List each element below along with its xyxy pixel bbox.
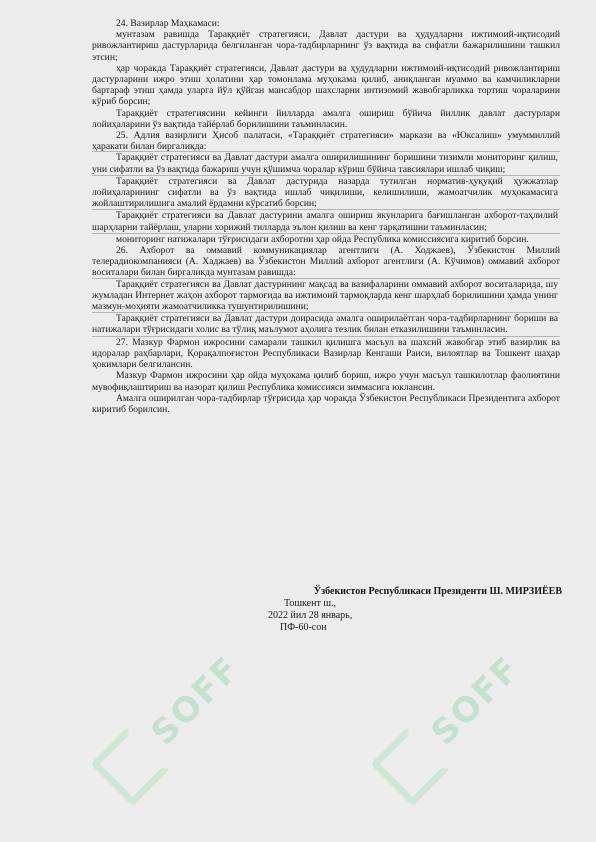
watermark-text: SOFF <box>423 648 529 754</box>
paragraph: ҳар чоракда Тараққиёт стратегияси, Давлат дастури ва ҳудудларни ижтимоий-иқтисодий ривожлантириш дастурларини ижро этиш ҳолатини ҳар томонлама муҳокама қилиб, аниқланган муаммо ва камчиликларни бартараф этиш ҳамда уларга йўл қўйган мансабдор шахсларни интизомий жавобгарликка тортиш чораларини кўриб борсин; <box>92 62 560 108</box>
signatory-name: Ўзбекистон Республикаси Президенти Ш. МИРЗИЁЕВ <box>313 586 562 597</box>
paragraph: Тараққиёт стратегияси ва Давлат дастурида назарда тутилган норматив-ҳуқуқий ҳужжатлар лойиҳаларининг сифатли ва ўз вақтида ишлаб чиқилиши, келишилиши, жамоатчилик муҳокамасига жойлаштирилишига амалий ёрдамни кўрсатиб борсин; <box>92 175 558 210</box>
decree-number: ПФ-60-сон <box>280 622 327 633</box>
signature-block <box>232 586 562 634</box>
paragraph: 24. Вазирлар Маҳкамаси: <box>116 18 220 29</box>
paragraph: мунтазам равишда Тараққиёт стратегияси, Давлат дастури ва ҳудудларни ижтимоий-иқтисодий ривожлантириш дастурларида белгиланган чора-тадбирларнинг ўз вақтида ва сифатли бажарилишини ташкил этсин; <box>92 29 560 63</box>
paragraph: Тараққиёт стратегияси ва Давлат дастури амалга оширилишининг боришини тизимли мониторинг қилиш, уни сифатли ва ўз вақтида бажариш учун қўшимча чоралар кўриш бўйича тавсиялари ишлаб чиқиш; <box>92 152 558 175</box>
paragraph: Амалга оширилган чора-тадбирлар тўғрисида ҳар чоракда Ўзбекистон Республикаси Президентига ахборот киритиб борилсин. <box>92 392 560 415</box>
soff-watermark <box>370 641 535 806</box>
paragraph: Тараққиёт стратегияси ва Давлат дастурининг мақсад ва вазифаларини оммавий ахборот воситаларида, шу жумладан Интернет жаҳон ахборот тармоғида ва ижтимоий тармоқларда кенг шарҳлаб борилишини ҳамда унинг мазмун-моҳияти жамоатчиликка тушунтирилишини; <box>92 278 558 313</box>
paragraph: 25. Адлия вазирлиги Ҳисоб палатаси, «Тараққиёт стратегияси» маркази ва «Юксалиш» умуммиллий ҳаракати билан биргаликда: <box>92 130 560 153</box>
soff-watermark <box>90 641 255 806</box>
paragraph: 26. Ахборот ва оммавий коммуникациялар агентлиги (А. Ходжаев), Ўзбекистон Миллий телерадиокомпанияси (А. Хаджаев) ва Ўзбекистон Миллий ахборот агентлиги (А. Кўчимов) оммавий ахборот воситалари билан биргаликда мунтазам равишда: <box>92 245 560 279</box>
signature-date: 2022 йил 28 январь, <box>268 610 353 621</box>
paragraph: Тараққиёт стратегияси ва Давлат дастурини амалга ошириш якунларига бағишланган ахборот-таҳлилий шарҳларни тайёрлаш, уларни хорижий тилларда эълон қилиш ва кенг тарқатишни таъминласин; <box>92 210 558 233</box>
paragraph: мониторинг натижалари тўғрисидаги ахборотни ҳар ойда Республика комиссиясига киритиб борсин. <box>116 233 529 245</box>
paragraph: Мазкур Фармон ижросини ҳар ойда муҳокама қилиб бориш, ижро учун масъул ташкилотлар фаолиятини мувофиқлаштириш ва назорат қилиш Республика комиссияси зиммасига юклансин. <box>92 370 560 393</box>
paragraph: Тараққиёт стратегиясини кейинги йилларда амалга ошириш бўйича йиллик давлат дастурлари лойиҳаларини ўз вақтида тайёрлаб борилишини таъминласин. <box>92 107 560 130</box>
signature-city: Тошкент ш., <box>284 598 337 609</box>
paragraph: Тараққиёт стратегияси ва Давлат дастури доирасида амалга оширилаётган чора-тадбирларнинг бориши ва натижалари тўғрисидаги холис ва тўлиқ маълумот аҳолига тезлик билан етказилишини таъминласин. <box>92 313 558 336</box>
watermark-text: SOFF <box>143 648 249 754</box>
paragraph: 27. Мазкур Фармон ижросини самарали ташкил қилишга масъул ва шахсий жавобгар этиб вазирлик ва идоралар раҳбарлари, Қорақалпоғистон Республикаси Вазирлар Кенгаши Раиси, вилоятлар ва Тошкент шаҳар ҳокимлари белгилансин. <box>92 336 560 371</box>
decree-body <box>92 18 560 415</box>
